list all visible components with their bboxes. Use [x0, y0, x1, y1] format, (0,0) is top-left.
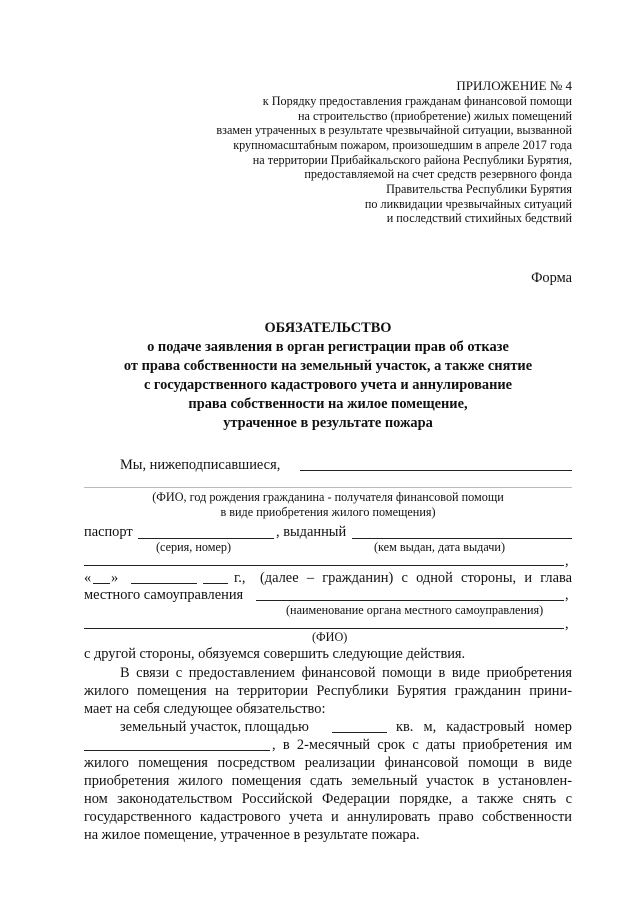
paragraph-line: мает на себя следующее обязательство:: [84, 701, 326, 717]
cadastral-fill-line[interactable]: [84, 750, 270, 751]
appendix-line: на строительство (приобретение) жилых помещений: [297, 109, 572, 123]
document-subtitle-line: права собственности на жилое помещение,: [188, 396, 468, 412]
document-subtitle-line: о подаче заявления в орган регистрации прав об отказе: [147, 339, 509, 355]
address-fill-line[interactable]: [84, 565, 564, 566]
document-title: ОБЯЗАТЕЛЬСТВО: [264, 320, 392, 336]
appendix-line: Правительства Республики Бурятия: [386, 182, 572, 196]
document-subtitle-line: с государственного кадастрового учета и аннулирование: [143, 377, 513, 393]
document-subtitle-line: утраченное в результате пожара: [223, 415, 433, 431]
paragraph-line: приобретения жилого помещения сдать земельный участок в установлен-: [84, 773, 572, 789]
appendix-line: на территории Прибайкальского района Республики Бурятия,: [252, 153, 572, 167]
citizens-text: (далее – гражданин) с одной стороны, и глава: [260, 570, 572, 586]
passport-series-fill-line[interactable]: [138, 538, 274, 539]
paragraph-line: ном законодательством Российской Федерации порядке, а также снять с: [84, 791, 572, 807]
local-gov-hint: (наименование органа местного самоуправления): [286, 603, 544, 617]
issued-hint: (кем выдан, дата выдачи): [374, 540, 506, 554]
cadastral-suffix: , в 2-месячный срок с даты приобретения им: [272, 737, 572, 753]
line-comma: ,: [565, 553, 569, 569]
appendix-line: к Порядку предоставления гражданам финансовой помощи: [262, 94, 572, 108]
head-fio-fill-line[interactable]: [84, 628, 564, 629]
fio-hint: (ФИО, год рождения гражданина - получателя финансовой помощи: [152, 490, 504, 504]
fio-hint-head: (ФИО): [312, 630, 348, 644]
line-comma: ,: [565, 616, 569, 632]
paragraph-line: жилого помещения на территории Республики Бурятия гражданин прини-: [84, 683, 572, 699]
undersigned-fill-line[interactable]: [300, 470, 572, 471]
land-area-fill-line[interactable]: [332, 732, 387, 733]
fio-hint: в виде приобретения жилого помещения): [220, 505, 436, 519]
issued-label: , выданный: [276, 524, 347, 540]
date-day-fill-line[interactable]: [93, 583, 110, 584]
appendix-line: крупномасштабным пожаром, произошедшим в апреле 2017 года: [233, 138, 572, 152]
local-gov-comma: ,: [565, 587, 569, 603]
passport-issued-fill-line[interactable]: [352, 538, 572, 539]
appendix-title: ПРИЛОЖЕНИЕ № 4: [456, 78, 572, 93]
form-label: Форма: [531, 270, 572, 286]
paragraph-last-line: на жилое помещение, утраченное в результате пожара.: [84, 827, 420, 843]
local-gov-fill-line[interactable]: [256, 600, 564, 601]
paragraph-line: жилого помещения посредством реализации финансовой помощи в виде: [84, 755, 572, 771]
other-side-text: с другой стороны, обязуемся совершить следующие действия.: [84, 646, 466, 662]
local-gov-label: местного самоуправления: [84, 587, 244, 603]
series-hint: (серия, номер): [156, 540, 231, 554]
date-month-fill-line[interactable]: [131, 583, 197, 584]
paragraph-line: государственного кадастрового учета и аннулировать право собственности: [84, 809, 572, 825]
land-units: кв. м, кадастровый номер: [396, 719, 572, 735]
appendix-line: и последствий стихийных бедствий: [386, 211, 572, 225]
passport-label: паспорт: [84, 524, 133, 540]
date-year-fill-line[interactable]: [203, 583, 228, 584]
date-open-quote: «: [84, 570, 92, 586]
undersigned-label: Мы, нижеподписавшиеся,: [120, 457, 281, 473]
land-label: земельный участок, площадью: [120, 719, 309, 735]
document-subtitle-line: от права собственности на земельный участок, а также снятие: [123, 358, 533, 374]
date-close-quote: »: [111, 570, 119, 586]
appendix-line: предоставляемой на счет средств резервного фонда: [304, 167, 572, 181]
fio-fill-line[interactable]: [84, 487, 572, 488]
appendix-line: взамен утраченных в результате чрезвычайной ситуации, вызванной: [216, 123, 572, 137]
year-suffix: г.,: [234, 570, 246, 586]
paragraph-line: В связи с предоставлением финансовой помощи в виде приобретения: [120, 665, 572, 681]
appendix-line: по ликвидации чрезвычайных ситуаций: [364, 197, 572, 211]
